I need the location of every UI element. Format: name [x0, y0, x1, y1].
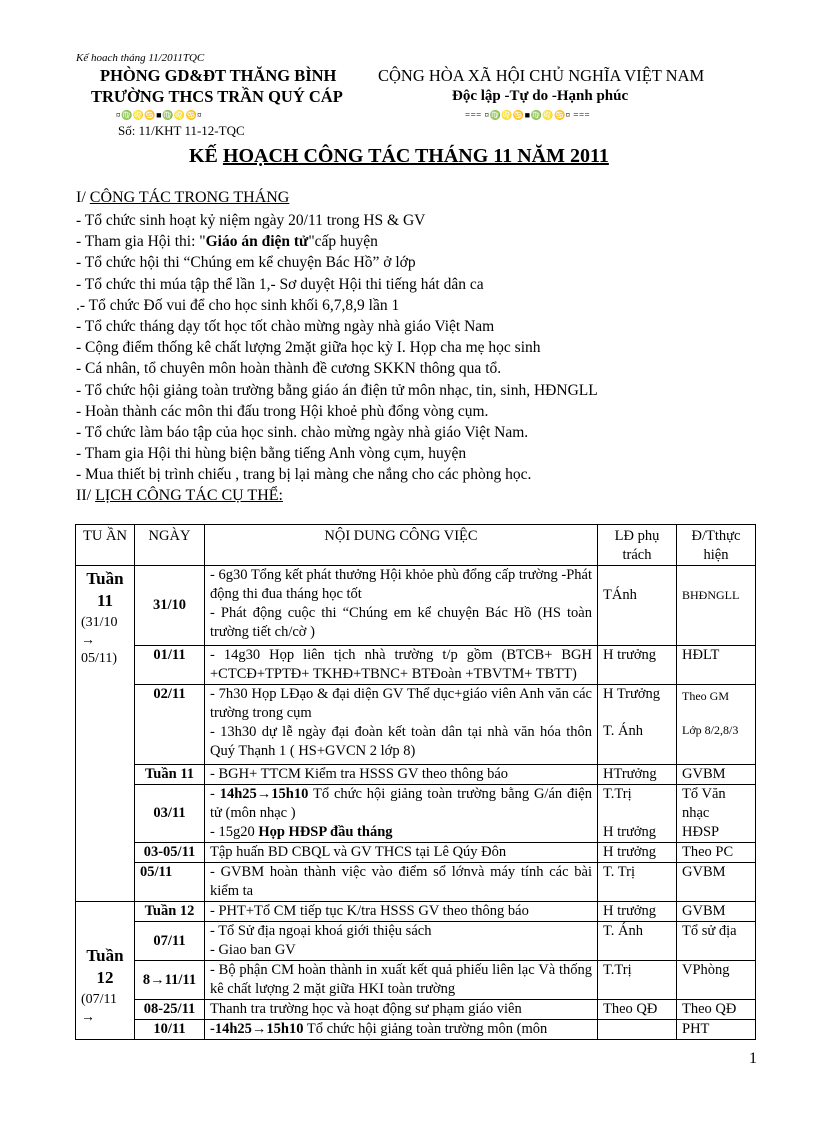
lead-cell: T. Ánh [598, 922, 677, 961]
arrow-icon: → [81, 633, 95, 648]
date-cell: 02/11 [135, 685, 205, 765]
list-item: - Tổ chức làm báo tập của học sinh. chào mừng ngày nhà giáo Việt Nam. [76, 424, 529, 442]
exec-cell: VPhòng [677, 961, 756, 1000]
exec-cell: Theo QĐ [677, 1000, 756, 1020]
section-1-list [76, 210, 598, 486]
content-cell: - Tổ Sử địa ngoại khoá giới thiệu sách - Giao ban GV [205, 922, 598, 961]
header-week: TU ẦN [76, 525, 135, 566]
section-2-title: LỊCH CÔNG TÁC CỤ THỂ: [95, 487, 283, 504]
table-row [76, 922, 756, 961]
list-item: - Cộng điểm thống kê chất lượng 2mặt giữa học kỳ I. Họp cha mẹ học sinh [76, 339, 541, 357]
list-item: - Tham gia Hội thi: "Giáo án điện tử"cấp huyện [76, 233, 378, 251]
content-cell: - Bộ phận CM hoàn thành in xuất kết quả phiếu liên lạc Và thống kê chất lượng 2 mặt giữa HKI toàn trường [205, 961, 598, 1000]
table-header-row [76, 525, 756, 566]
date-cell: 03/11 [135, 785, 205, 843]
list-item: - Tổ chức thi múa tập thể lần 1,- Sơ duyệt Hội thi tiếng hát dân ca [76, 275, 484, 293]
page-number: 1 [749, 1050, 757, 1067]
document-number: Số: 11/KHT 11-12-TQC [118, 123, 245, 138]
exec-cell: PHT [677, 1020, 756, 1040]
table-row [76, 843, 756, 863]
arrow-icon: → [81, 1009, 95, 1025]
exec-cell: GVBM [677, 765, 756, 785]
date-cell: Tuần 11 [135, 765, 205, 785]
date-cell: 03-05/11 [135, 843, 205, 863]
country-name: CỘNG HÒA XÃ HỘI CHỦ NGHĨA VIỆT NAM [378, 66, 705, 85]
table-row [76, 961, 756, 1000]
list-item: - Tổ chức tháng dạy tốt học tốt chào mừng ngày nhà giáo Việt Nam [76, 318, 495, 336]
lead-cell: Theo QĐ [598, 1000, 677, 1020]
lead-cell: T.Trị H trưởng [598, 785, 677, 843]
running-title: Kế hoach tháng 11/2011TQC [76, 52, 205, 64]
table-row [76, 785, 756, 843]
content-cell: - 14h25→15h10 Tổ chức hội giảng toàn trường bằng G/án điện tử (môn nhạc ) - 15g20 Họp HĐSP đầu tháng [205, 785, 598, 843]
list-item: - Cá nhân, tổ chuyên môn hoàn thành đề cương SKKN thông qua tổ. [76, 360, 502, 378]
table-row [76, 1020, 756, 1040]
table-row [76, 566, 756, 646]
table-row [76, 902, 756, 922]
content-cell: Tập huấn BD CBQL và GV THCS tại Lê Qúy Đôn [205, 843, 598, 863]
section-1-heading [76, 189, 289, 207]
title-prefix: KẾ [189, 145, 223, 167]
week-11-cell: Tuần 11 (31/10 → 05/11) [76, 566, 135, 902]
lead-cell: H trưởng [598, 843, 677, 863]
content-cell: - 6g30 Tổng kết phát thưởng Hội khỏe phù đổng cấp trường -Phát động thi đua tháng học tốt - Phát động cuộc thi “Chúng em kể chuyện Bác Hồ (HS toàn trường tiết ch/cờ ) [205, 566, 598, 646]
document-title [189, 145, 609, 168]
section-2-number: II/ [76, 487, 96, 504]
title-underlined: HOẠCH CÔNG TÁC THÁNG 11 NĂM 2011 [222, 145, 609, 167]
list-item: - Hoàn thành các môn thi đấu trong Hội khoẻ phù đổng vòng cụm. [76, 402, 489, 420]
schedule-table [75, 524, 756, 1040]
table-row [76, 685, 756, 765]
department-name: PHÒNG GD&ĐT THĂNG BÌNH [100, 66, 337, 85]
lead-cell [598, 1020, 677, 1040]
content-cell: - BGH+ TTCM Kiểm tra HSSS GV theo thông báo [205, 765, 598, 785]
exec-cell: GVBM [677, 902, 756, 922]
list-item: - Tham gia Hội thi hùng biện bằng tiếng Anh vòng cụm, huyện [76, 445, 467, 463]
list-item: .- Tổ chức Đố vui để cho học sinh khối 6,7,8,9 lần 1 [76, 296, 400, 314]
table-row [76, 646, 756, 685]
ornament-right: === ¤♍♌♋■♍♌♋¤ === [465, 110, 591, 120]
date-cell: Tuần 12 [135, 902, 205, 922]
week-12-cell: Tuần 12 (07/11 → [76, 902, 135, 1040]
content-cell: Thanh tra trường học và hoạt động sư phạm giáo viên [205, 1000, 598, 1020]
list-item: - Tổ chức sinh hoạt kỷ niệm ngày 20/11 trong HS & GV [76, 212, 426, 229]
lead-cell: HTrưởng [598, 765, 677, 785]
lead-cell: TÁnh [598, 566, 677, 646]
exec-cell: Theo PC [677, 843, 756, 863]
header-lead: LĐ phụ trách [598, 525, 677, 566]
list-item: - Tổ chức hội giảng toàn trường bằng giáo án điện tử môn nhạc, tin, sinh, HĐNGLL [76, 381, 598, 399]
content-cell: - PHT+Tổ CM tiếp tục K/tra HSSS GV theo thông báo [205, 902, 598, 922]
exec-cell: Tổ sử địa [677, 922, 756, 961]
exec-cell: BHĐNGLL [677, 566, 756, 646]
header-content: NỘI DUNG CÔNG VIỆC [205, 525, 598, 566]
lead-cell: T. Trị [598, 863, 677, 902]
national-motto: Độc lập -Tự do -Hạnh phúc [452, 88, 629, 104]
exec-cell: Tổ Văn nhạc HĐSP [677, 785, 756, 843]
ornament-left: ¤♍♌♋■♍♌♋¤ [116, 110, 203, 120]
header-date: NGÀY [135, 525, 205, 566]
list-item: - Mua thiết bị trình chiếu , trang bị lại màng che nắng cho các phòng học. [76, 466, 532, 484]
lead-cell: H trưởng [598, 902, 677, 922]
exec-cell: Theo GM Lớp 8/2,8/3 [677, 685, 756, 765]
lead-cell: H Trưởng T. Ánh [598, 685, 677, 765]
header-exec: Đ/Tthực hiện [677, 525, 756, 566]
date-cell: 05/11 [135, 863, 205, 902]
content-cell: - GVBM hoàn thành việc vào điểm sổ lớnvà máy tính các bài kiểm ta [205, 863, 598, 902]
content-cell: - 14g30 Họp liên tịch nhà trường t/p gồm (BTCB+ BGH +CTCĐ+TPTĐ+ TKHĐ+TBNC+ BTĐoàn +TBVTM+ TBTT) [205, 646, 598, 685]
content-cell: -14h25→15h10 Tổ chức hội giảng toàn trường môn (môn [205, 1020, 598, 1040]
date-cell: 07/11 [135, 922, 205, 961]
date-cell: 8→11/11 [135, 961, 205, 1000]
list-item: - Tổ chức hội thi “Chúng em kể chuyện Bác Hồ” ở lớp [76, 254, 416, 272]
date-cell: 08-25/11 [135, 1000, 205, 1020]
content-cell: - 7h30 Họp LĐạo & đại diện GV Thể dục+giáo viên Anh văn các trường trong cụm - 13h30 dự lễ ngày đại đoàn kết toàn dân tại nhà văn hóa thôn Quý Thạnh 1 ( HS+GVCN 2 lớp 8) [205, 685, 598, 765]
section-1-number: I/ [76, 189, 90, 206]
lead-cell: H trưởng [598, 646, 677, 685]
date-cell: 01/11 [135, 646, 205, 685]
date-cell: 31/10 [135, 566, 205, 646]
section-1-title: CÔNG TÁC TRONG THÁNG [89, 189, 290, 206]
date-cell: 10/11 [135, 1020, 205, 1040]
lead-cell: T.Trị [598, 961, 677, 1000]
school-name: TRƯỜNG THCS TRẦN QUÝ CÁP [91, 87, 343, 106]
table-row [76, 863, 756, 902]
exec-cell: GVBM [677, 863, 756, 902]
section-2-heading [76, 487, 283, 505]
table-row [76, 1000, 756, 1020]
table-row [76, 765, 756, 785]
exec-cell: HĐLT [677, 646, 756, 685]
